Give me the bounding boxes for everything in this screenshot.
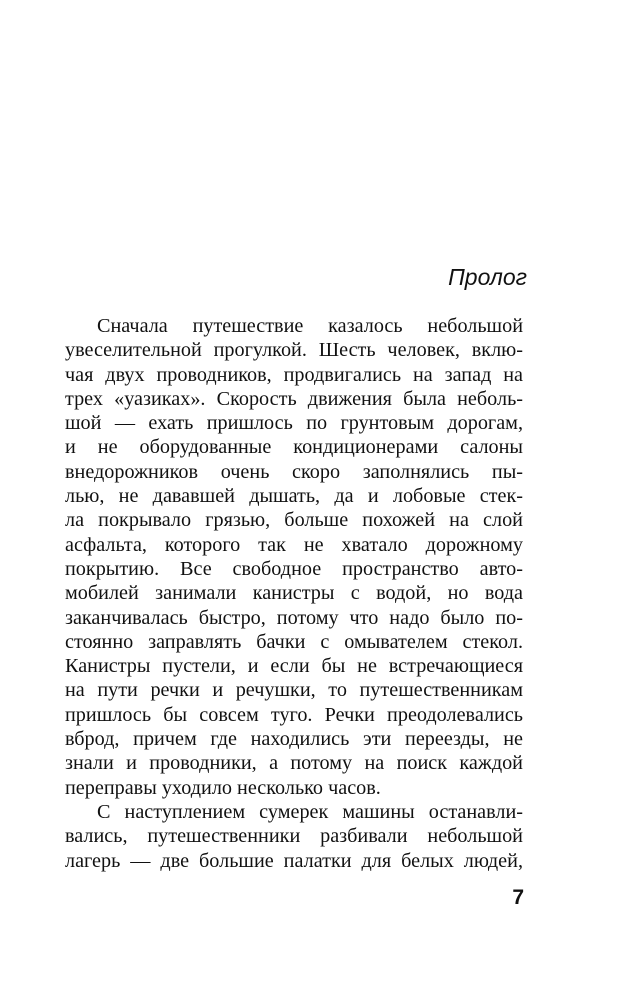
text-line: С наступлением сумерек машины останавли-	[97, 800, 523, 823]
text-line: трех «уазиках». Скорость движения была неболь-	[65, 387, 523, 410]
chapter-title: Пролог	[448, 264, 527, 290]
text-line: вброд, причем где находились эти переезды, не	[65, 728, 523, 751]
text-line: увеселительной прогулкой. Шесть человек, вклю-	[65, 339, 523, 362]
text-line: стоянно заправлять бачки с омывателем стекол.	[65, 630, 523, 653]
text-line: Сначала путешествие казалось небольшой	[97, 315, 523, 337]
text-line: на пути речки и речушки, то путешественникам	[65, 679, 523, 702]
text-line: и не оборудованные кондиционерами салоны	[65, 436, 523, 459]
text-line: мобилей занимали канистры с водой, но вода	[65, 582, 523, 605]
text-line: знали и проводники, а потому на поиск каждой	[65, 752, 523, 775]
text-line: внедорожников очень скоро заполнялись пы-	[65, 460, 523, 483]
text-line: ла покрывало грязью, больше похожей на слой	[65, 509, 523, 532]
text-line: заканчивалась быстро, потому что надо было по-	[65, 606, 523, 629]
text-line: лагерь — две большие палатки для белых людей,	[65, 849, 523, 872]
text-line: чая двух проводников, продвигались на запад на	[65, 363, 523, 386]
text-line: шой — ехать пришлось по грунтовым дорогам,	[65, 412, 523, 435]
text-line: переправы уходило несколько часов.	[65, 776, 381, 799]
text-line: покрытию. Все свободное пространство авто-	[65, 557, 523, 580]
text-line: Канистры пустели, и если бы не встречающиеся	[65, 655, 523, 678]
text-line: лью, не дававшей дышать, да и лобовые стек-	[65, 485, 523, 508]
text-line: пришлось бы совсем туго. Речки преодолевались	[65, 703, 523, 726]
text-line: асфальта, которого так не хватало дорожному	[65, 533, 523, 556]
page-number: 7	[512, 886, 524, 909]
body-text	[65, 314, 523, 873]
text-line: вались, путешественники разбивали небольшой	[65, 825, 523, 848]
